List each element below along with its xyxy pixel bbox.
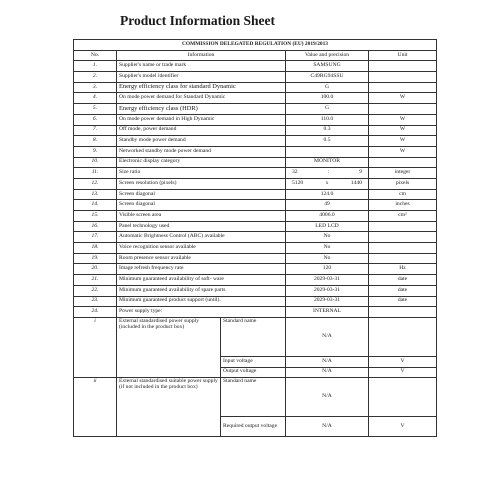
row-information: Screen diagonal <box>117 200 286 211</box>
row-number: 8. <box>74 136 117 147</box>
row-value <box>286 168 369 179</box>
row-unit: W <box>369 146 437 157</box>
row-unit <box>369 157 437 168</box>
row-value: C49RG94SSU <box>286 72 369 83</box>
row-unit <box>369 243 437 254</box>
row-value: 110.0 <box>286 114 369 125</box>
row-information: Energy efficiency class for standard Dynamic <box>117 82 286 93</box>
table-row <box>74 104 437 115</box>
page-title: Product Information Sheet <box>120 13 275 28</box>
power-supply-i-label: External standardised power supply (included in the product box) <box>117 317 221 377</box>
row-value-part: : <box>327 169 330 176</box>
row-number: 12. <box>74 178 117 189</box>
row-information: Supplier's model identifier <box>117 72 286 83</box>
product-info-table <box>73 39 437 437</box>
table-row <box>74 178 437 189</box>
row-value: G <box>286 82 369 93</box>
input-voltage-label: Input voltage <box>221 356 286 367</box>
table-row <box>74 307 437 318</box>
row-unit <box>369 232 437 243</box>
power-supply-ii-label: External standardised suitable power supply (if not included in the product box) <box>117 378 221 437</box>
row-information: Supplier's name or trade mark <box>117 61 286 72</box>
row-number: 9. <box>74 146 117 157</box>
row-number: 16. <box>74 221 117 232</box>
row-number: 19. <box>74 253 117 264</box>
row-unit: pixels <box>369 178 437 189</box>
row-information: Minimum guaranteed availability of soft- ware <box>117 275 286 286</box>
table-row <box>74 72 437 83</box>
row-value: G <box>286 104 369 115</box>
row-value: INTERNAL <box>286 307 369 318</box>
header-no: No. <box>74 50 117 61</box>
row-unit <box>369 221 437 232</box>
row-information: Power supply type: <box>117 307 286 318</box>
row-number: 24. <box>74 307 117 318</box>
row-value: MONITOR <box>286 157 369 168</box>
row-information: Standby mode power demand <box>117 136 286 147</box>
header-information: Information <box>117 50 286 61</box>
row-information: Minimum guaranteed product support (until). <box>117 296 286 307</box>
row-information: Voice recognition sensor available <box>117 243 286 254</box>
table-row <box>74 146 437 157</box>
regulation-title: COMMISSION DELEGATED REGULATION (EU) 2019/2013 <box>74 40 437 51</box>
output-voltage-unit: V <box>369 367 437 378</box>
row-information: On mode power demand for Standard Dynamic <box>117 93 286 104</box>
table-row <box>74 285 437 296</box>
table-row <box>74 211 437 222</box>
input-voltage-value: N/A <box>286 356 369 367</box>
row-value-part: 1440 <box>350 179 362 186</box>
output-voltage-label: Output voltage <box>221 367 286 378</box>
header-unit: Unit <box>369 50 437 61</box>
table-row <box>74 93 437 104</box>
standard-name-value: N/A <box>286 317 369 356</box>
row-value: No <box>286 253 369 264</box>
row-value: 2029-03-31 <box>286 296 369 307</box>
row-unit: W <box>369 93 437 104</box>
row-information: Panel technology used <box>117 221 286 232</box>
row-information: Minimum guaranteed availability of spare parts <box>117 285 286 296</box>
row-value <box>286 178 369 189</box>
row-number: 15. <box>74 211 117 222</box>
power-supply-i-row <box>74 317 437 356</box>
header-value: Value and precision <box>286 50 369 61</box>
row-information: Visible screen area <box>117 211 286 222</box>
table-row <box>74 232 437 243</box>
row-value: No <box>286 243 369 254</box>
row-number: 5. <box>74 104 117 115</box>
row-information: Energy efficiency class (HDR) <box>117 104 286 115</box>
row-value: 124.0 <box>286 189 369 200</box>
row-information: Room presence sensor available <box>117 253 286 264</box>
row-information: Image refresh frequency rate <box>117 264 286 275</box>
row-value: 120 <box>286 264 369 275</box>
row-value-part: 9 <box>359 169 362 176</box>
required-output-voltage-unit: V <box>369 417 437 437</box>
row-unit: date <box>369 296 437 307</box>
input-voltage-unit: V <box>369 356 437 367</box>
table-row <box>74 221 437 232</box>
row-number: 3. <box>74 82 117 93</box>
standard-name-label: Standard name <box>221 317 286 356</box>
table-row <box>74 189 437 200</box>
table-row <box>74 125 437 136</box>
row-information: Networked standby mode power demand <box>117 146 286 157</box>
row-value-part: 32 <box>292 169 298 176</box>
row-information: Screen resolution (pixels) <box>117 178 286 189</box>
row-value: 0.5 <box>286 136 369 147</box>
table-row <box>74 114 437 125</box>
row-number: ii <box>74 378 117 437</box>
table-row <box>74 168 437 179</box>
row-unit: date <box>369 275 437 286</box>
row-value: 0.3 <box>286 125 369 136</box>
row-unit: inches <box>369 200 437 211</box>
row-unit <box>369 82 437 93</box>
row-information: Screen diagonal <box>117 189 286 200</box>
row-number: 17. <box>74 232 117 243</box>
row-value-part: 5120 <box>292 179 304 186</box>
row-number: 23. <box>74 296 117 307</box>
row-information: Electronic display category <box>117 157 286 168</box>
row-number: 2. <box>74 72 117 83</box>
table-row <box>74 275 437 286</box>
row-value: 4006.0 <box>286 211 369 222</box>
row-unit: cm <box>369 189 437 200</box>
row-value: 2029-03-31 <box>286 285 369 296</box>
row-number: 11. <box>74 168 117 179</box>
row-number: 1. <box>74 61 117 72</box>
row-value: No <box>286 232 369 243</box>
row-unit <box>369 72 437 83</box>
power-supply-ii-row <box>74 378 437 417</box>
standard-name-label: Standard name <box>221 378 286 417</box>
row-number: i <box>74 317 117 377</box>
row-unit: integer <box>369 168 437 179</box>
row-unit: date <box>369 285 437 296</box>
row-value <box>286 146 369 157</box>
header-row <box>74 50 437 61</box>
row-value: LED LCD <box>286 221 369 232</box>
standard-name-unit <box>369 317 437 356</box>
table-row <box>74 243 437 254</box>
row-information: Size ratio <box>117 168 286 179</box>
row-number: 13. <box>74 189 117 200</box>
table-row <box>74 296 437 307</box>
row-number: 6. <box>74 114 117 125</box>
required-output-voltage-label: Required output voltage <box>221 417 286 437</box>
row-value: SAMSUNG <box>286 61 369 72</box>
row-unit <box>369 253 437 264</box>
row-number: 22. <box>74 285 117 296</box>
row-unit: W <box>369 136 437 147</box>
row-unit <box>369 104 437 115</box>
standard-name-unit <box>369 378 437 417</box>
row-unit: W <box>369 125 437 136</box>
row-unit <box>369 307 437 318</box>
row-value-part: x <box>325 179 329 186</box>
row-number: 10. <box>74 157 117 168</box>
table-row <box>74 253 437 264</box>
row-value: 2029-03-31 <box>286 275 369 286</box>
table-row <box>74 82 437 93</box>
required-output-voltage-value: N/A <box>286 417 369 437</box>
row-number: 18. <box>74 243 117 254</box>
row-unit: Hz <box>369 264 437 275</box>
row-unit: W <box>369 114 437 125</box>
row-information: Automatic Brightness Control (ABC) available <box>117 232 286 243</box>
table-row <box>74 61 437 72</box>
table-row <box>74 157 437 168</box>
row-value: 49 <box>286 200 369 211</box>
row-number: 14. <box>74 200 117 211</box>
row-number: 21. <box>74 275 117 286</box>
row-number: 7. <box>74 125 117 136</box>
row-unit: cm² <box>369 211 437 222</box>
row-information: On mode power demand in High Dynamic <box>117 114 286 125</box>
regulation-row <box>74 40 437 51</box>
output-voltage-value: N/A <box>286 367 369 378</box>
row-value: 100.0 <box>286 93 369 104</box>
standard-name-value: N/A <box>286 378 369 417</box>
table-row <box>74 136 437 147</box>
table-row <box>74 264 437 275</box>
table-row <box>74 200 437 211</box>
row-number: 20. <box>74 264 117 275</box>
row-information: Off mode, power demand <box>117 125 286 136</box>
row-unit <box>369 61 437 72</box>
row-number: 4. <box>74 93 117 104</box>
